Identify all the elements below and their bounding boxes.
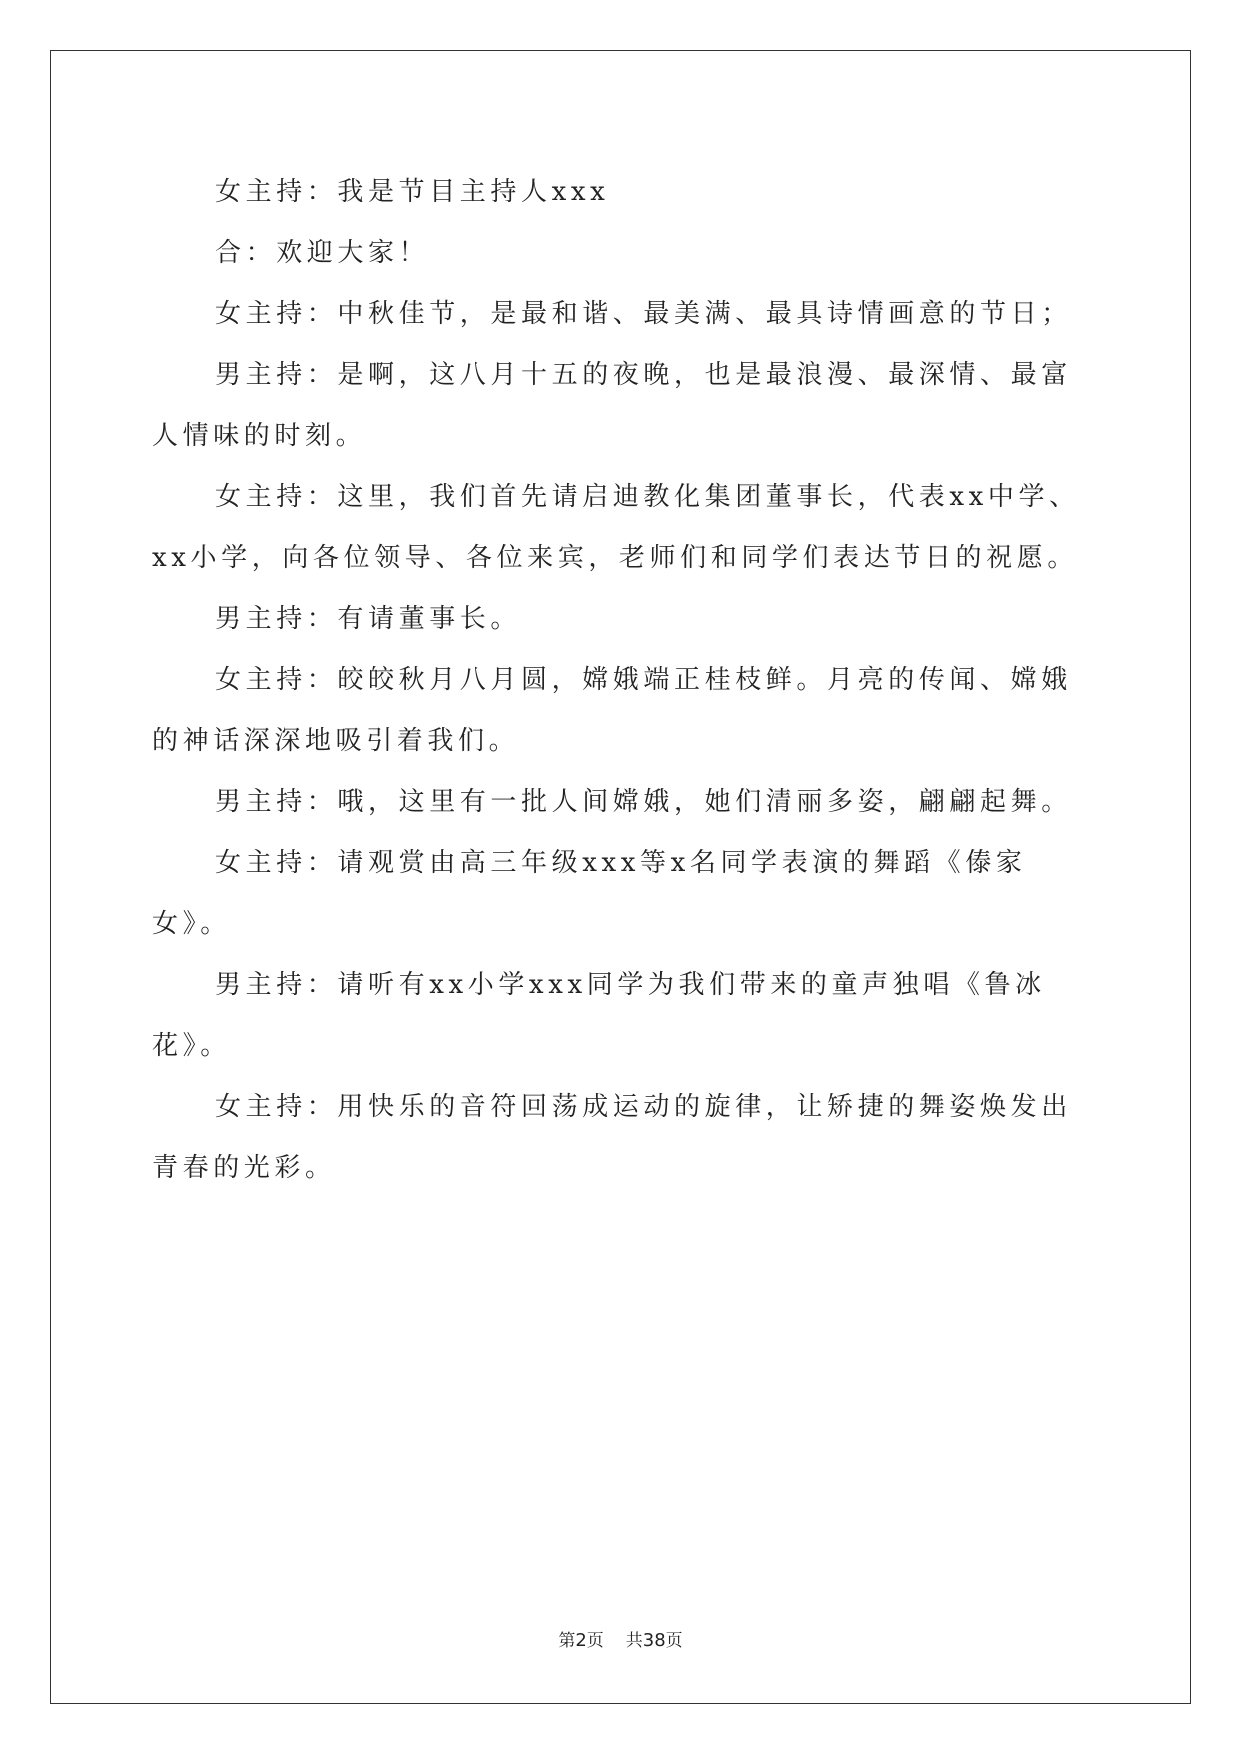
paragraph: 女主持：请观赏由高三年级xxx等x名同学表演的舞蹈《傣家女》。 (152, 848, 1027, 939)
paragraph: 女主持：这里，我们首先请启迪教化集团董事长，代表xx中学、xx小学，向各位领导、各位来宾，老师们和同学们表达节日的祝愿。 (152, 482, 1080, 573)
paragraph: 合：欢迎大家！ (215, 238, 430, 268)
document-body (152, 162, 1097, 1199)
page-prefix: 第 (558, 1631, 576, 1651)
paragraph: 男主持：有请董事长。 (215, 604, 522, 634)
total-pages: 38 (642, 1630, 666, 1651)
page-footer (0, 1626, 1241, 1651)
paragraph: 女主持：用快乐的音符回荡成运动的旋律，让矫捷的舞姿焕发出青春的光彩。 (152, 1092, 1072, 1183)
paragraph: 女主持：我是节目主持人xxx (215, 177, 610, 207)
total-prefix: 共 (625, 1631, 643, 1651)
paragraph: 女主持：中秋佳节，是最和谐、最美满、最具诗情画意的节日； (215, 299, 1072, 329)
paragraph: 女主持：皎皎秋月八月圆，嫦娥端正桂枝鲜。月亮的传闻、嫦娥的神话深深地吸引着我们。 (152, 665, 1072, 756)
paragraph: 男主持：是啊，这八月十五的夜晚，也是最浪漫、最深情、最富人情味的时刻。 (152, 360, 1072, 451)
total-suffix: 页 (665, 1631, 683, 1651)
paragraph: 男主持：请听有xx小学xxx同学为我们带来的童声独唱《鲁冰花》。 (152, 970, 1046, 1061)
page-number: 2 (575, 1630, 587, 1651)
paragraph: 男主持：哦，这里有一批人间嫦娥，她们清丽多姿，翩翩起舞。 (215, 787, 1072, 817)
page-suffix: 页 (586, 1631, 604, 1651)
